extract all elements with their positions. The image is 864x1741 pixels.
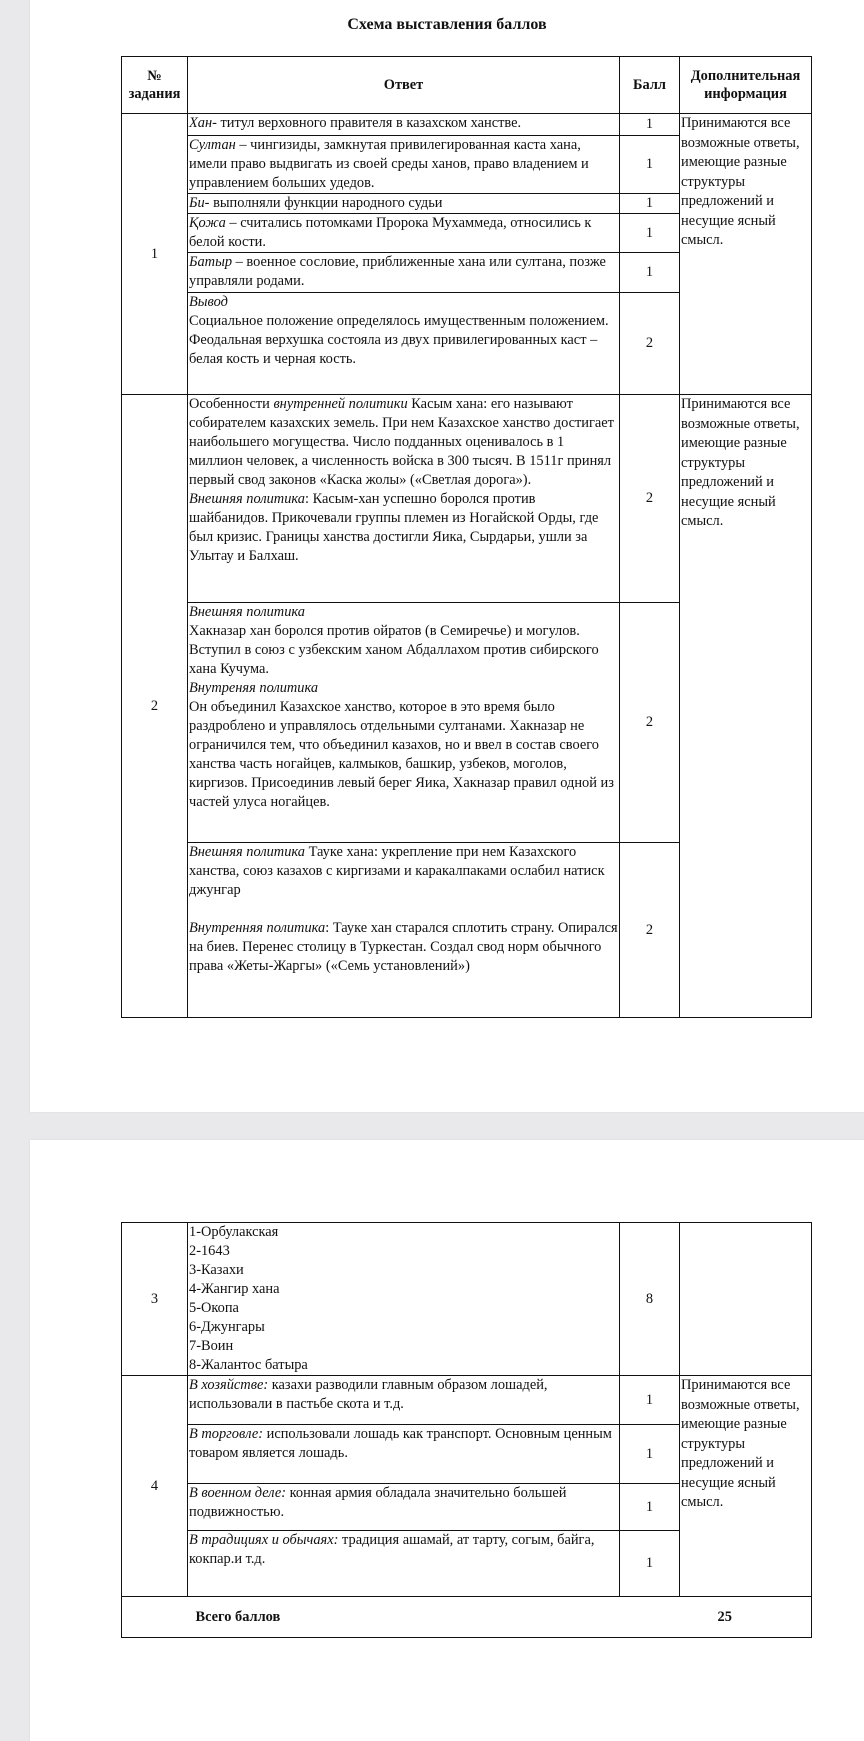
header-points: Балл [620,57,680,114]
points-cell: 1 [620,194,680,214]
list-item: 7-Воин [189,1338,234,1354]
answer-text: – считались потомками Пророка Мухаммеда, относились к белой кости. [189,215,592,250]
additional-info: Принимаются все возможные ответы, имеющие разные структуры предложений и несущие ясный смысл. [680,114,812,395]
points-cell: 1 [620,1425,680,1484]
points-cell: 2 [620,395,680,603]
answer-text: титул верховного правителя в казахском ханстве. [216,115,522,131]
document-page-1 [30,0,864,1112]
conclusion-line: Феодальная верхушка состояла из двух привилегированных каст – белая кость и черная кость. [189,332,598,367]
conclusion-cell [188,293,620,395]
answer-text: : Касым-хан успешно боролся против шайбанидов. Прикочевали группы племен из Ногайской Орды, где был кризис. Границы ханства достигли Яика, Сырдарьи, ушли за Улытау и Балхаш. [189,491,599,564]
term: Султан [189,137,236,153]
answer-cell [188,1223,620,1376]
conclusion-line: Социальное положение определялось имущественным положением. [189,313,609,329]
header-task-number: № задания [122,57,188,114]
additional-info: Принимаются все возможные ответы, имеющие разные структуры предложений и несущие ясный смысл. [680,1376,812,1597]
header-answer: Ответ [188,57,620,114]
additional-info: Принимаются все возможные ответы, имеющие разные структуры предложений и несущие ясный смысл. [680,395,812,1018]
term: Хан- [189,115,217,131]
term: В хозяйстве: [189,1377,269,1393]
scoring-table-part-1 [121,56,812,1018]
answer-text: Касым хана: его называют собирателем казахских земель. При нем Казахское ханство достигает наибольшего могущества. Число подданных оценивалось в 1 миллион человек, а численность войска в 300 тысяч. В 1511г принял первый свод законов «Каска жолы» («Светлая дорога»). [189,396,614,488]
list-item: 3-Казахи [189,1262,244,1278]
table-row [122,395,812,603]
answer-text: казахи разводили главным образом лошадей, использовали в пастьбе скота и т.д. [189,1377,548,1412]
term: Внешняя политика [189,844,305,860]
points-cell: 2 [620,843,680,1018]
answer-text: традиция ашамай, ат тарту, согым, байга, кокпар.и т.д. [189,1532,595,1567]
term: внутренней политики [273,396,408,412]
answer-text: – военное сословие, приближенные хана или султана, позже управляли родами. [189,254,606,289]
term: В торговле: [189,1426,264,1442]
answer-cell [188,1484,620,1531]
answer-text: выполняли функции народного судьи [209,195,443,211]
term: Внешняя политика [189,604,305,620]
term: Батыр [189,254,233,270]
answer-cell [188,1376,620,1425]
points-cell: 1 [620,253,680,293]
points-cell: 1 [620,214,680,253]
task-number: 2 [122,395,188,1018]
answer-text: Хакназар хан боролся против ойратов (в Семиречье) и могулов. Вступил в союз с узбекским ханом Абдаллахом против сибирского хана Кучума. [189,623,599,677]
task-number: 4 [122,1376,188,1597]
answer-text: Тауке хана: укрепление при нем Казахского ханства, союз казахов с киргизами и каракалпаками ослабил натиск джунгар [189,844,605,898]
additional-info-empty [680,1223,812,1376]
total-row [122,1597,812,1638]
points-cell: 2 [620,603,680,843]
points-cell: 1 [620,136,680,194]
points-cell: 2 [620,293,680,395]
answer-cell [188,843,620,1018]
points-cell: 1 [620,1376,680,1425]
header-additional: Дополнительная информация [680,57,812,114]
list-item: 8-Жалантос батыра [189,1357,308,1373]
list-item: 2-1643 [189,1243,230,1259]
points-cell: 8 [620,1223,680,1376]
term: Қожа [189,215,226,231]
list-item: 1-Орбулакская [189,1224,279,1240]
scoring-table-part-2 [121,1222,812,1638]
answer-cell [188,395,620,603]
table-header-row [122,57,812,114]
term: Внешняя политика [189,491,305,507]
answer-cell [188,194,620,214]
list-item: 6-Джунгары [189,1319,265,1335]
term: Внутренняя политика [189,920,326,936]
term: В традициях и обычаях: [189,1532,339,1548]
document-page-2 [30,1140,864,1741]
answer-text: – чингизиды, замкнутая привилегированная каста хана, имели право выдвигать из своей среды ханов, право владением и управлением больших удедов. [189,137,589,191]
conclusion-heading: Вывод [189,294,228,310]
table-row [122,114,812,136]
total-value: 25 [680,1597,812,1638]
list-item: 5-Окопа [189,1300,239,1316]
answer-cell [188,1425,620,1484]
points-cell: 1 [620,1531,680,1597]
answer-text: использовали лошадь как транспорт. Основным ценным товаром является лошадь. [189,1426,612,1461]
answer-cell [188,1531,620,1597]
table-row [122,1223,812,1376]
answer-cell [188,253,620,293]
task-number: 1 [122,114,188,395]
answer-cell [188,214,620,253]
answer-text: Особенности [189,396,274,412]
answer-text: : Тауке хан старался сплотить страну. Опирался на биев. Перенес столицу в Туркестан. Создал свод норм обычного права «Жеты-Жаргы» («Семь установлений») [189,920,618,974]
answer-text: конная армия обладала значительно большей подвижностью. [189,1485,567,1520]
answer-cell [188,114,620,136]
list-item: 4-Жангир хана [189,1281,280,1297]
term: Внутреняя политика [189,680,319,696]
answer-text: Он объединил Казахское ханство, которое в это время было раздроблено и управлялось отдельными султанами. Хакназар не ограничился тем, что объединил казахов, но и ввел в состав своего ханства часть ногайцев, калмыков, башкир, узбеков, моголов, киргизов. Присоединив левый берег Яика, Хакназар правил одной из частей улуса ногайцев. [189,699,614,810]
points-cell: 1 [620,1484,680,1531]
points-cell: 1 [620,114,680,136]
total-label: Всего баллов [188,1597,620,1638]
answer-cell [188,136,620,194]
term: В военном деле: [189,1485,287,1501]
answer-cell [188,603,620,843]
table-row [122,1376,812,1425]
task-number: 3 [122,1223,188,1376]
document-title: Схема выставления баллов [347,16,547,33]
term: Би- [189,195,210,211]
